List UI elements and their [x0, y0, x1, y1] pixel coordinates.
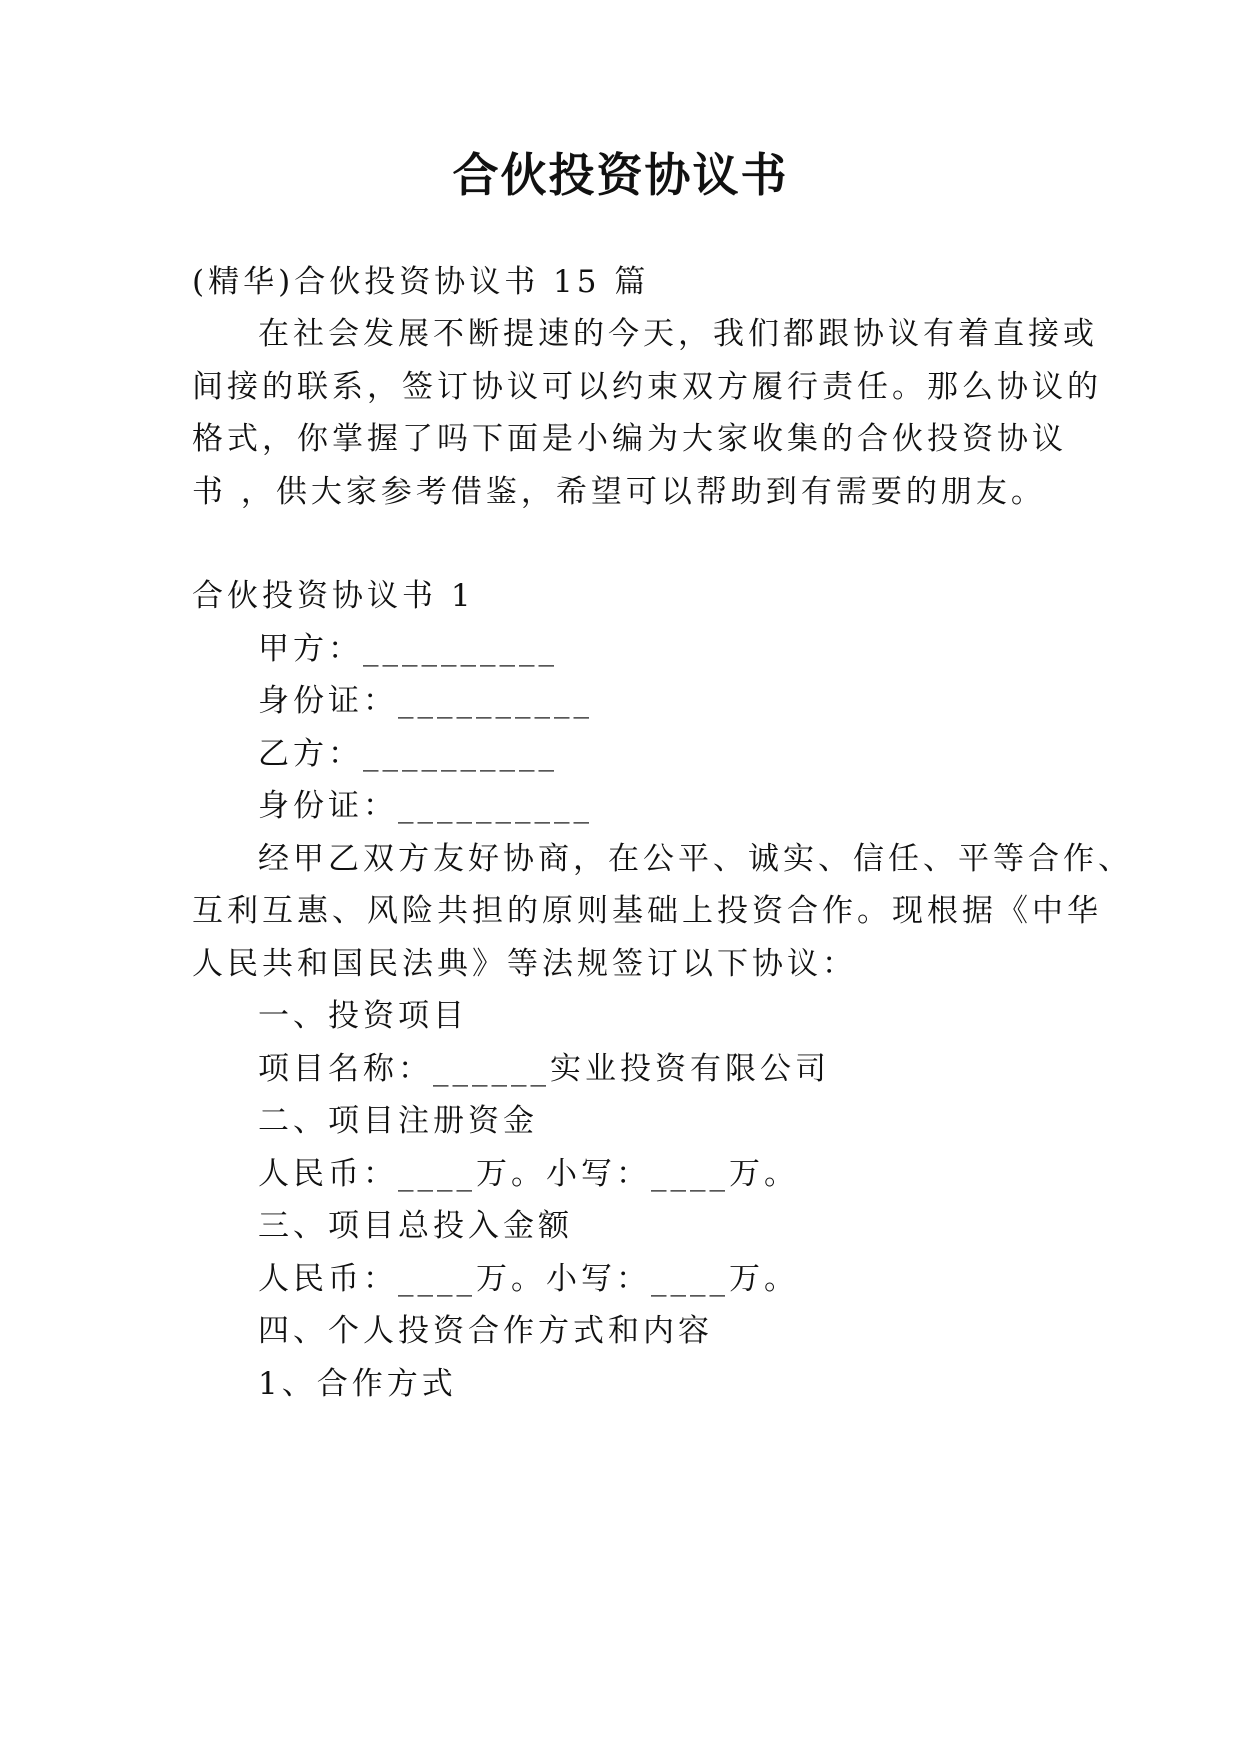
intro-line-4: 书 ，供大家参考借鉴，希望可以帮助到有需要的朋友。	[192, 474, 1046, 510]
item-total-investment-amount: 人民币：____万。小写：____万。	[258, 1261, 799, 1297]
document-subtitle: (精华)合伙投资协议书 15 篇	[192, 264, 650, 300]
intro-line-1: 在社会发展不断提速的今天，我们都跟协议有着直接或	[258, 316, 1098, 352]
body-line-2: 互利互惠、风险共担的原则基础上投资合作。现根据《中华	[192, 893, 1102, 929]
body-line-1: 经甲乙双方友好协商，在公平、诚实、信任、平等合作、	[258, 841, 1133, 877]
item-registered-capital-amount: 人民币：____万。小写：____万。	[258, 1156, 799, 1192]
body-line-3: 人民共和国民法典》等法规签订以下协议：	[192, 946, 857, 982]
party-a-field: 甲方：__________	[258, 631, 558, 667]
party-b-id-field: 身份证：__________	[258, 788, 593, 824]
item-personal-investment: 四、个人投资合作方式和内容	[258, 1313, 713, 1349]
item-investment-project: 一、投资项目	[258, 998, 468, 1034]
item-cooperation-method: 1、合作方式	[258, 1366, 457, 1402]
item-total-investment: 三、项目总投入金额	[258, 1208, 573, 1244]
document-title: 合伙投资协议书	[452, 148, 789, 202]
intro-line-2: 间接的联系，签订协议可以约束双方履行责任。那么协议的	[192, 369, 1102, 405]
intro-line-3: 格式，你掌握了吗下面是小编为大家收集的合伙投资协议	[192, 421, 1067, 457]
party-a-id-field: 身份证：__________	[258, 683, 593, 719]
item-project-name: 项目名称：______实业投资有限公司	[258, 1051, 830, 1087]
section-title: 合伙投资协议书 1	[192, 578, 475, 614]
item-registered-capital: 二、项目注册资金	[258, 1103, 538, 1139]
party-b-field: 乙方：__________	[258, 736, 558, 772]
